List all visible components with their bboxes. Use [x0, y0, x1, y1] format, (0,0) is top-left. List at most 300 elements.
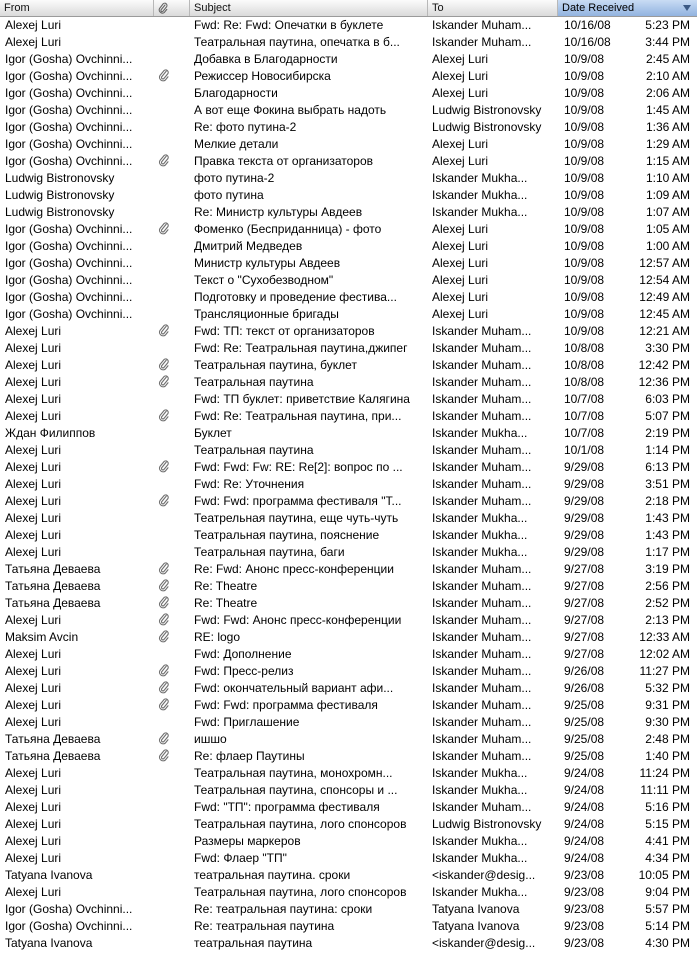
message-from: Igor (Gosha) Ovchinni...	[5, 273, 133, 287]
message-to: Iskander Muham...	[432, 613, 532, 627]
paperclip-icon	[158, 612, 170, 626]
message-row[interactable]	[0, 714, 697, 731]
message-from: Alexej Luri	[5, 341, 62, 355]
message-to: Iskander Muham...	[432, 494, 532, 508]
message-subject: Театральная паутина, монохромн...	[194, 766, 393, 780]
message-from: Igor (Gosha) Ovchinni...	[5, 103, 133, 117]
message-from: Alexej Luri	[5, 851, 62, 865]
message-subject: Fwd: Re: Уточнения	[194, 477, 305, 491]
message-row[interactable]	[0, 935, 697, 952]
message-date: 9/24/08	[564, 817, 605, 831]
message-to: Alexej Luri	[432, 256, 489, 270]
message-attachment	[158, 476, 172, 493]
message-row[interactable]	[0, 646, 697, 663]
message-subject: Re: флаер Паутины	[194, 749, 305, 763]
message-to: Iskander Muham...	[432, 409, 532, 423]
message-date: 9/29/08	[564, 511, 605, 525]
message-attachment	[158, 323, 172, 340]
message-attachment	[158, 799, 172, 816]
message-from: Alexej Luri	[5, 698, 62, 712]
message-date: 9/23/08	[564, 885, 605, 899]
message-from: Igor (Gosha) Ovchinni...	[5, 222, 133, 236]
message-date: 10/7/08	[564, 409, 605, 423]
message-time: 3:44 PM	[645, 35, 690, 49]
message-row[interactable]	[0, 561, 697, 578]
message-date: 10/9/08	[564, 52, 605, 66]
message-from: Ждан Филиппов	[5, 426, 96, 440]
message-to: Iskander Mukha...	[432, 188, 528, 202]
message-subject: Re: Theatre	[194, 596, 258, 610]
message-time: 11:11 PM	[640, 783, 690, 797]
message-subject: Fwd: Re: Театральная паутина, при...	[194, 409, 402, 423]
message-to: Iskander Muham...	[432, 443, 532, 457]
message-time: 2:19 PM	[645, 426, 690, 440]
paperclip-icon	[158, 493, 170, 507]
paperclip-icon	[158, 408, 170, 422]
message-date: 9/24/08	[564, 851, 605, 865]
message-attachment	[158, 901, 172, 918]
message-time: 1:09 AM	[645, 188, 690, 202]
message-subject: Fwd: Fwd: программа фестиваля "Т...	[194, 494, 402, 508]
message-date: 9/27/08	[564, 596, 605, 610]
message-time: 1:40 PM	[645, 749, 690, 763]
message-subject: Буклет	[194, 426, 232, 440]
message-attachment	[158, 714, 172, 731]
message-row[interactable]	[0, 459, 697, 476]
message-date: 10/8/08	[564, 358, 605, 372]
message-attachment	[158, 595, 172, 612]
message-subject: Театральная паутина, опечатка в б...	[194, 35, 400, 49]
message-attachment	[158, 357, 172, 374]
message-subject: Re: театральная паутина	[194, 919, 335, 933]
message-row[interactable]	[0, 357, 697, 374]
message-subject: Трансляционные бригады	[194, 307, 339, 321]
message-time: 11:24 PM	[639, 766, 690, 780]
message-to: Iskander Muham...	[432, 800, 532, 814]
message-time: 4:41 PM	[645, 834, 690, 848]
message-from: Alexej Luri	[5, 664, 62, 678]
message-attachment	[158, 425, 172, 442]
message-subject: Fwd: ТП буклет: приветствие Калягина	[194, 392, 410, 406]
message-attachment	[158, 918, 172, 935]
message-to: Iskander Mukha...	[432, 171, 528, 185]
message-to: Iskander Mukha...	[432, 851, 528, 865]
message-row[interactable]	[0, 187, 697, 204]
message-time: 5:07 PM	[645, 409, 690, 423]
message-subject: Театральная паутина	[194, 443, 314, 457]
message-date: 10/9/08	[564, 171, 605, 185]
message-to: Iskander Muham...	[432, 749, 532, 763]
message-time: 12:42 PM	[638, 358, 690, 372]
message-row[interactable]	[0, 170, 697, 187]
message-attachment	[158, 646, 172, 663]
message-row[interactable]	[0, 833, 697, 850]
message-to: Iskander Mukha...	[432, 766, 528, 780]
message-row[interactable]	[0, 782, 697, 799]
message-attachment	[158, 51, 172, 68]
message-to: Iskander Muham...	[432, 477, 532, 491]
message-row[interactable]	[0, 578, 697, 595]
sort-descending-icon[interactable]	[683, 5, 691, 11]
message-row[interactable]	[0, 68, 697, 85]
message-row[interactable]	[0, 612, 697, 629]
message-time: 9:30 PM	[645, 715, 690, 729]
message-date: 10/9/08	[564, 137, 605, 151]
message-row[interactable]	[0, 765, 697, 782]
message-attachment	[158, 255, 172, 272]
message-attachment	[158, 935, 172, 952]
message-time: 1:05 AM	[645, 222, 690, 236]
message-row[interactable]	[0, 748, 697, 765]
message-row[interactable]	[0, 272, 697, 289]
message-to: Iskander Muham...	[432, 664, 532, 678]
message-time: 11:27 PM	[639, 664, 690, 678]
message-date: 10/7/08	[564, 392, 605, 406]
message-date: 10/9/08	[564, 69, 605, 83]
message-row[interactable]	[0, 816, 697, 833]
message-attachment	[158, 238, 172, 255]
message-attachment	[158, 697, 172, 714]
message-from: Alexej Luri	[5, 477, 62, 491]
message-time: 1:36 AM	[645, 120, 690, 134]
message-row[interactable]	[0, 255, 697, 272]
message-to: Alexej Luri	[432, 290, 489, 304]
message-row[interactable]	[0, 221, 697, 238]
message-attachment	[158, 442, 172, 459]
message-attachment	[158, 748, 172, 765]
message-from: Alexej Luri	[5, 800, 62, 814]
message-subject: Fwd: Приглашение	[194, 715, 300, 729]
message-attachment	[158, 34, 172, 51]
message-row[interactable]	[0, 119, 697, 136]
message-row[interactable]	[0, 510, 697, 527]
message-attachment	[158, 561, 172, 578]
message-to: Iskander Muham...	[432, 358, 532, 372]
message-to: Iskander Muham...	[432, 18, 532, 32]
message-attachment	[158, 731, 172, 748]
message-to: Iskander Muham...	[432, 647, 532, 661]
message-date: 9/23/08	[564, 936, 605, 950]
message-date: 10/7/08	[564, 426, 605, 440]
message-time: 3:51 PM	[645, 477, 690, 491]
message-row[interactable]	[0, 850, 697, 867]
message-time: 12:02 AM	[639, 647, 690, 661]
message-row[interactable]	[0, 680, 697, 697]
message-date: 10/16/08	[564, 35, 611, 49]
message-row[interactable]	[0, 391, 697, 408]
message-time: 1:29 AM	[645, 137, 690, 151]
message-date: 9/23/08	[564, 902, 605, 916]
message-to: <iskander@desig...	[432, 868, 536, 882]
message-to: Iskander Muham...	[432, 460, 532, 474]
message-date: 9/27/08	[564, 562, 605, 576]
paperclip-icon	[158, 357, 170, 371]
message-time: 2:13 PM	[645, 613, 690, 627]
message-from: Maksim Avcin	[5, 630, 79, 644]
message-subject: Добавка в Благодарности	[194, 52, 338, 66]
message-attachment	[158, 85, 172, 102]
message-date: 10/1/08	[564, 443, 605, 457]
message-date: 10/9/08	[564, 290, 605, 304]
message-attachment	[158, 680, 172, 697]
message-date: 10/9/08	[564, 154, 605, 168]
message-subject: Театральная паутина, буклет	[194, 358, 357, 372]
message-subject: Министр культуры Авдеев	[194, 256, 341, 270]
message-row[interactable]	[0, 153, 697, 170]
message-from: Татьяна Деваева	[5, 562, 101, 576]
message-subject: Fwd: Fwd: программа фестиваля	[194, 698, 378, 712]
message-to: Iskander Mukha...	[432, 783, 528, 797]
message-time: 3:30 PM	[645, 341, 690, 355]
message-from: Tatyana Ivanova	[5, 868, 93, 882]
message-from: Igor (Gosha) Ovchinni...	[5, 256, 133, 270]
message-from: Igor (Gosha) Ovchinni...	[5, 86, 133, 100]
column-header-subject[interactable]: Subject	[190, 0, 428, 16]
message-date: 10/9/08	[564, 222, 605, 236]
message-to: Alexej Luri	[432, 52, 489, 66]
message-from: Igor (Gosha) Ovchinni...	[5, 137, 133, 151]
message-attachment	[158, 153, 172, 170]
message-row[interactable]	[0, 289, 697, 306]
message-row[interactable]	[0, 204, 697, 221]
message-time: 1:07 AM	[645, 205, 690, 219]
message-from: Igor (Gosha) Ovchinni...	[5, 239, 133, 253]
message-attachment	[158, 629, 172, 646]
message-time: 5:14 PM	[645, 919, 690, 933]
message-row[interactable]	[0, 17, 697, 34]
message-date: 9/24/08	[564, 766, 605, 780]
message-to: Iskander Mukha...	[432, 528, 528, 542]
message-from: Igor (Gosha) Ovchinni...	[5, 154, 133, 168]
message-row[interactable]	[0, 697, 697, 714]
message-from: Alexej Luri	[5, 358, 62, 372]
message-time: 12:49 AM	[639, 290, 690, 304]
message-row[interactable]	[0, 663, 697, 680]
message-attachment	[158, 765, 172, 782]
message-time: 5:32 PM	[645, 681, 690, 695]
message-row[interactable]	[0, 527, 697, 544]
paperclip-icon	[158, 680, 170, 694]
message-time: 12:33 AM	[639, 630, 690, 644]
message-attachment	[158, 493, 172, 510]
message-to: Alexej Luri	[432, 307, 489, 321]
message-attachment	[158, 187, 172, 204]
message-to: Alexej Luri	[432, 154, 489, 168]
message-attachment	[158, 170, 172, 187]
message-date: 10/9/08	[564, 86, 605, 100]
message-row[interactable]	[0, 102, 697, 119]
message-attachment	[158, 884, 172, 901]
message-to: Tatyana Ivanova	[432, 902, 520, 916]
message-row[interactable]	[0, 476, 697, 493]
message-time: 2:06 AM	[645, 86, 690, 100]
message-row[interactable]	[0, 799, 697, 816]
message-to: Iskander Muham...	[432, 681, 532, 695]
message-row[interactable]	[0, 544, 697, 561]
message-to: Iskander Muham...	[432, 392, 532, 406]
message-row[interactable]	[0, 595, 697, 612]
message-attachment	[158, 221, 172, 238]
message-from: Igor (Gosha) Ovchinni...	[5, 69, 133, 83]
message-to: Iskander Muham...	[432, 630, 532, 644]
message-subject: театральная паутина	[194, 936, 313, 950]
message-from: Alexej Luri	[5, 409, 62, 423]
message-to: Iskander Muham...	[432, 562, 532, 576]
message-row[interactable]	[0, 340, 697, 357]
message-subject: Fwd: Дополнение	[194, 647, 292, 661]
message-row[interactable]	[0, 323, 697, 340]
message-subject: Мелкие детали	[194, 137, 279, 151]
message-time: 2:18 PM	[645, 494, 690, 508]
message-to: Iskander Muham...	[432, 715, 532, 729]
message-date: 10/9/08	[564, 256, 605, 270]
message-attachment	[158, 204, 172, 221]
column-header-from[interactable]: From	[0, 0, 154, 16]
message-subject: Fwd: Флаер "ТП"	[194, 851, 287, 865]
message-attachment	[158, 17, 172, 34]
message-subject: Театральная паутина, баги	[194, 545, 345, 559]
message-subject: Театральная паутина, спонсоры и ...	[194, 783, 398, 797]
message-time: 1:43 PM	[645, 511, 690, 525]
message-to: <iskander@desig...	[432, 936, 536, 950]
message-from: Alexej Luri	[5, 460, 62, 474]
message-to: Iskander Muham...	[432, 35, 532, 49]
message-subject: театральная паутина. сроки	[194, 868, 351, 882]
message-attachment	[158, 340, 172, 357]
message-time: 10:05 PM	[638, 868, 690, 882]
message-time: 3:19 PM	[645, 562, 690, 576]
message-row[interactable]	[0, 306, 697, 323]
message-row[interactable]	[0, 901, 697, 918]
message-date: 10/8/08	[564, 375, 605, 389]
paperclip-icon	[158, 459, 170, 473]
message-to: Alexej Luri	[432, 273, 489, 287]
message-row[interactable]	[0, 374, 697, 391]
message-subject: Re: Theatre	[194, 579, 258, 593]
message-row[interactable]	[0, 51, 697, 68]
message-from: Alexej Luri	[5, 375, 62, 389]
message-to: Tatyana Ivanova	[432, 919, 520, 933]
message-subject: Fwd: Re: Театральная паутина,джипег	[194, 341, 408, 355]
message-time: 1:15 AM	[645, 154, 690, 168]
message-to: Ludwig Bistronovsky	[432, 120, 542, 134]
message-time: 5:15 PM	[645, 817, 690, 831]
paperclip-icon	[158, 663, 170, 677]
message-date: 9/27/08	[564, 613, 605, 627]
message-subject: Fwd: ТП: текст от организаторов	[194, 324, 375, 338]
message-date: 9/29/08	[564, 477, 605, 491]
paperclip-icon	[158, 578, 170, 592]
message-attachment	[158, 459, 172, 476]
message-row[interactable]	[0, 34, 697, 51]
message-subject: Fwd: Re: Fwd: Опечатки в буклете	[194, 18, 384, 32]
message-to: Iskander Mukha...	[432, 426, 528, 440]
message-attachment	[158, 136, 172, 153]
message-from: Alexej Luri	[5, 766, 62, 780]
column-header-to[interactable]: To	[428, 0, 558, 16]
message-attachment	[158, 816, 172, 833]
message-time: 2:48 PM	[645, 732, 690, 746]
paperclip-icon	[158, 697, 170, 711]
message-date: 10/9/08	[564, 324, 605, 338]
message-subject: Размеры маркеров	[194, 834, 301, 848]
message-date: 9/24/08	[564, 800, 605, 814]
message-date: 9/25/08	[564, 698, 605, 712]
message-subject: фото путина-2	[194, 171, 275, 185]
message-date: 10/8/08	[564, 341, 605, 355]
message-to: Ludwig Bistronovsky	[432, 103, 542, 117]
message-row[interactable]	[0, 85, 697, 102]
message-date: 10/9/08	[564, 120, 605, 134]
message-attachment	[158, 374, 172, 391]
message-to: Iskander Muham...	[432, 324, 532, 338]
message-time: 1:10 AM	[645, 171, 690, 185]
message-subject: Дмитрий Медведев	[194, 239, 303, 253]
message-attachment	[158, 306, 172, 323]
message-subject: ишшо	[194, 732, 227, 746]
column-header-attachment[interactable]	[154, 0, 190, 16]
message-row[interactable]	[0, 867, 697, 884]
message-row[interactable]	[0, 442, 697, 459]
message-from: Alexej Luri	[5, 783, 62, 797]
message-from: Alexej Luri	[5, 35, 62, 49]
message-row[interactable]	[0, 493, 697, 510]
message-to: Iskander Mukha...	[432, 205, 528, 219]
message-attachment	[158, 510, 172, 527]
message-row[interactable]	[0, 408, 697, 425]
message-from: Alexej Luri	[5, 392, 62, 406]
message-time: 5:23 PM	[645, 18, 690, 32]
message-to: Alexej Luri	[432, 137, 489, 151]
message-subject: Театральная паутина, пояснение	[194, 528, 380, 542]
message-attachment	[158, 833, 172, 850]
message-row[interactable]	[0, 136, 697, 153]
message-time: 6:03 PM	[645, 392, 690, 406]
paperclip-icon	[158, 561, 170, 575]
message-to: Alexej Luri	[432, 86, 489, 100]
message-row[interactable]	[0, 238, 697, 255]
message-from: Igor (Gosha) Ovchinni...	[5, 290, 133, 304]
message-row[interactable]	[0, 884, 697, 901]
paperclip-icon	[158, 2, 168, 14]
paperclip-icon	[158, 748, 170, 762]
message-subject: Fwd: Пресс-релиз	[194, 664, 294, 678]
message-to: Iskander Mukha...	[432, 545, 528, 559]
message-attachment	[158, 272, 172, 289]
message-attachment	[158, 119, 172, 136]
message-from: Igor (Gosha) Ovchinni...	[5, 307, 133, 321]
message-from: Alexej Luri	[5, 494, 62, 508]
message-time: 2:45 AM	[645, 52, 690, 66]
message-subject: Fwd: Fwd: Анонс пресс-конференции	[194, 613, 402, 627]
message-date: 9/29/08	[564, 528, 605, 542]
message-row[interactable]	[0, 918, 697, 935]
message-from: Alexej Luri	[5, 18, 62, 32]
message-row[interactable]	[0, 731, 697, 748]
message-date: 10/9/08	[564, 307, 605, 321]
message-subject: Re: Fwd: Анонс пресс-конференции	[194, 562, 394, 576]
message-date: 10/16/08	[564, 18, 611, 32]
message-attachment	[158, 289, 172, 306]
message-row[interactable]	[0, 629, 697, 646]
column-header-date-received-label: Date Received	[562, 2, 635, 14]
column-header-date-received[interactable]	[558, 0, 697, 16]
message-from: Igor (Gosha) Ovchinni...	[5, 919, 133, 933]
message-row[interactable]	[0, 425, 697, 442]
message-date: 9/27/08	[564, 647, 605, 661]
message-subject: Fwd: "ТП": программа фестиваля	[194, 800, 380, 814]
message-date: 9/27/08	[564, 630, 605, 644]
